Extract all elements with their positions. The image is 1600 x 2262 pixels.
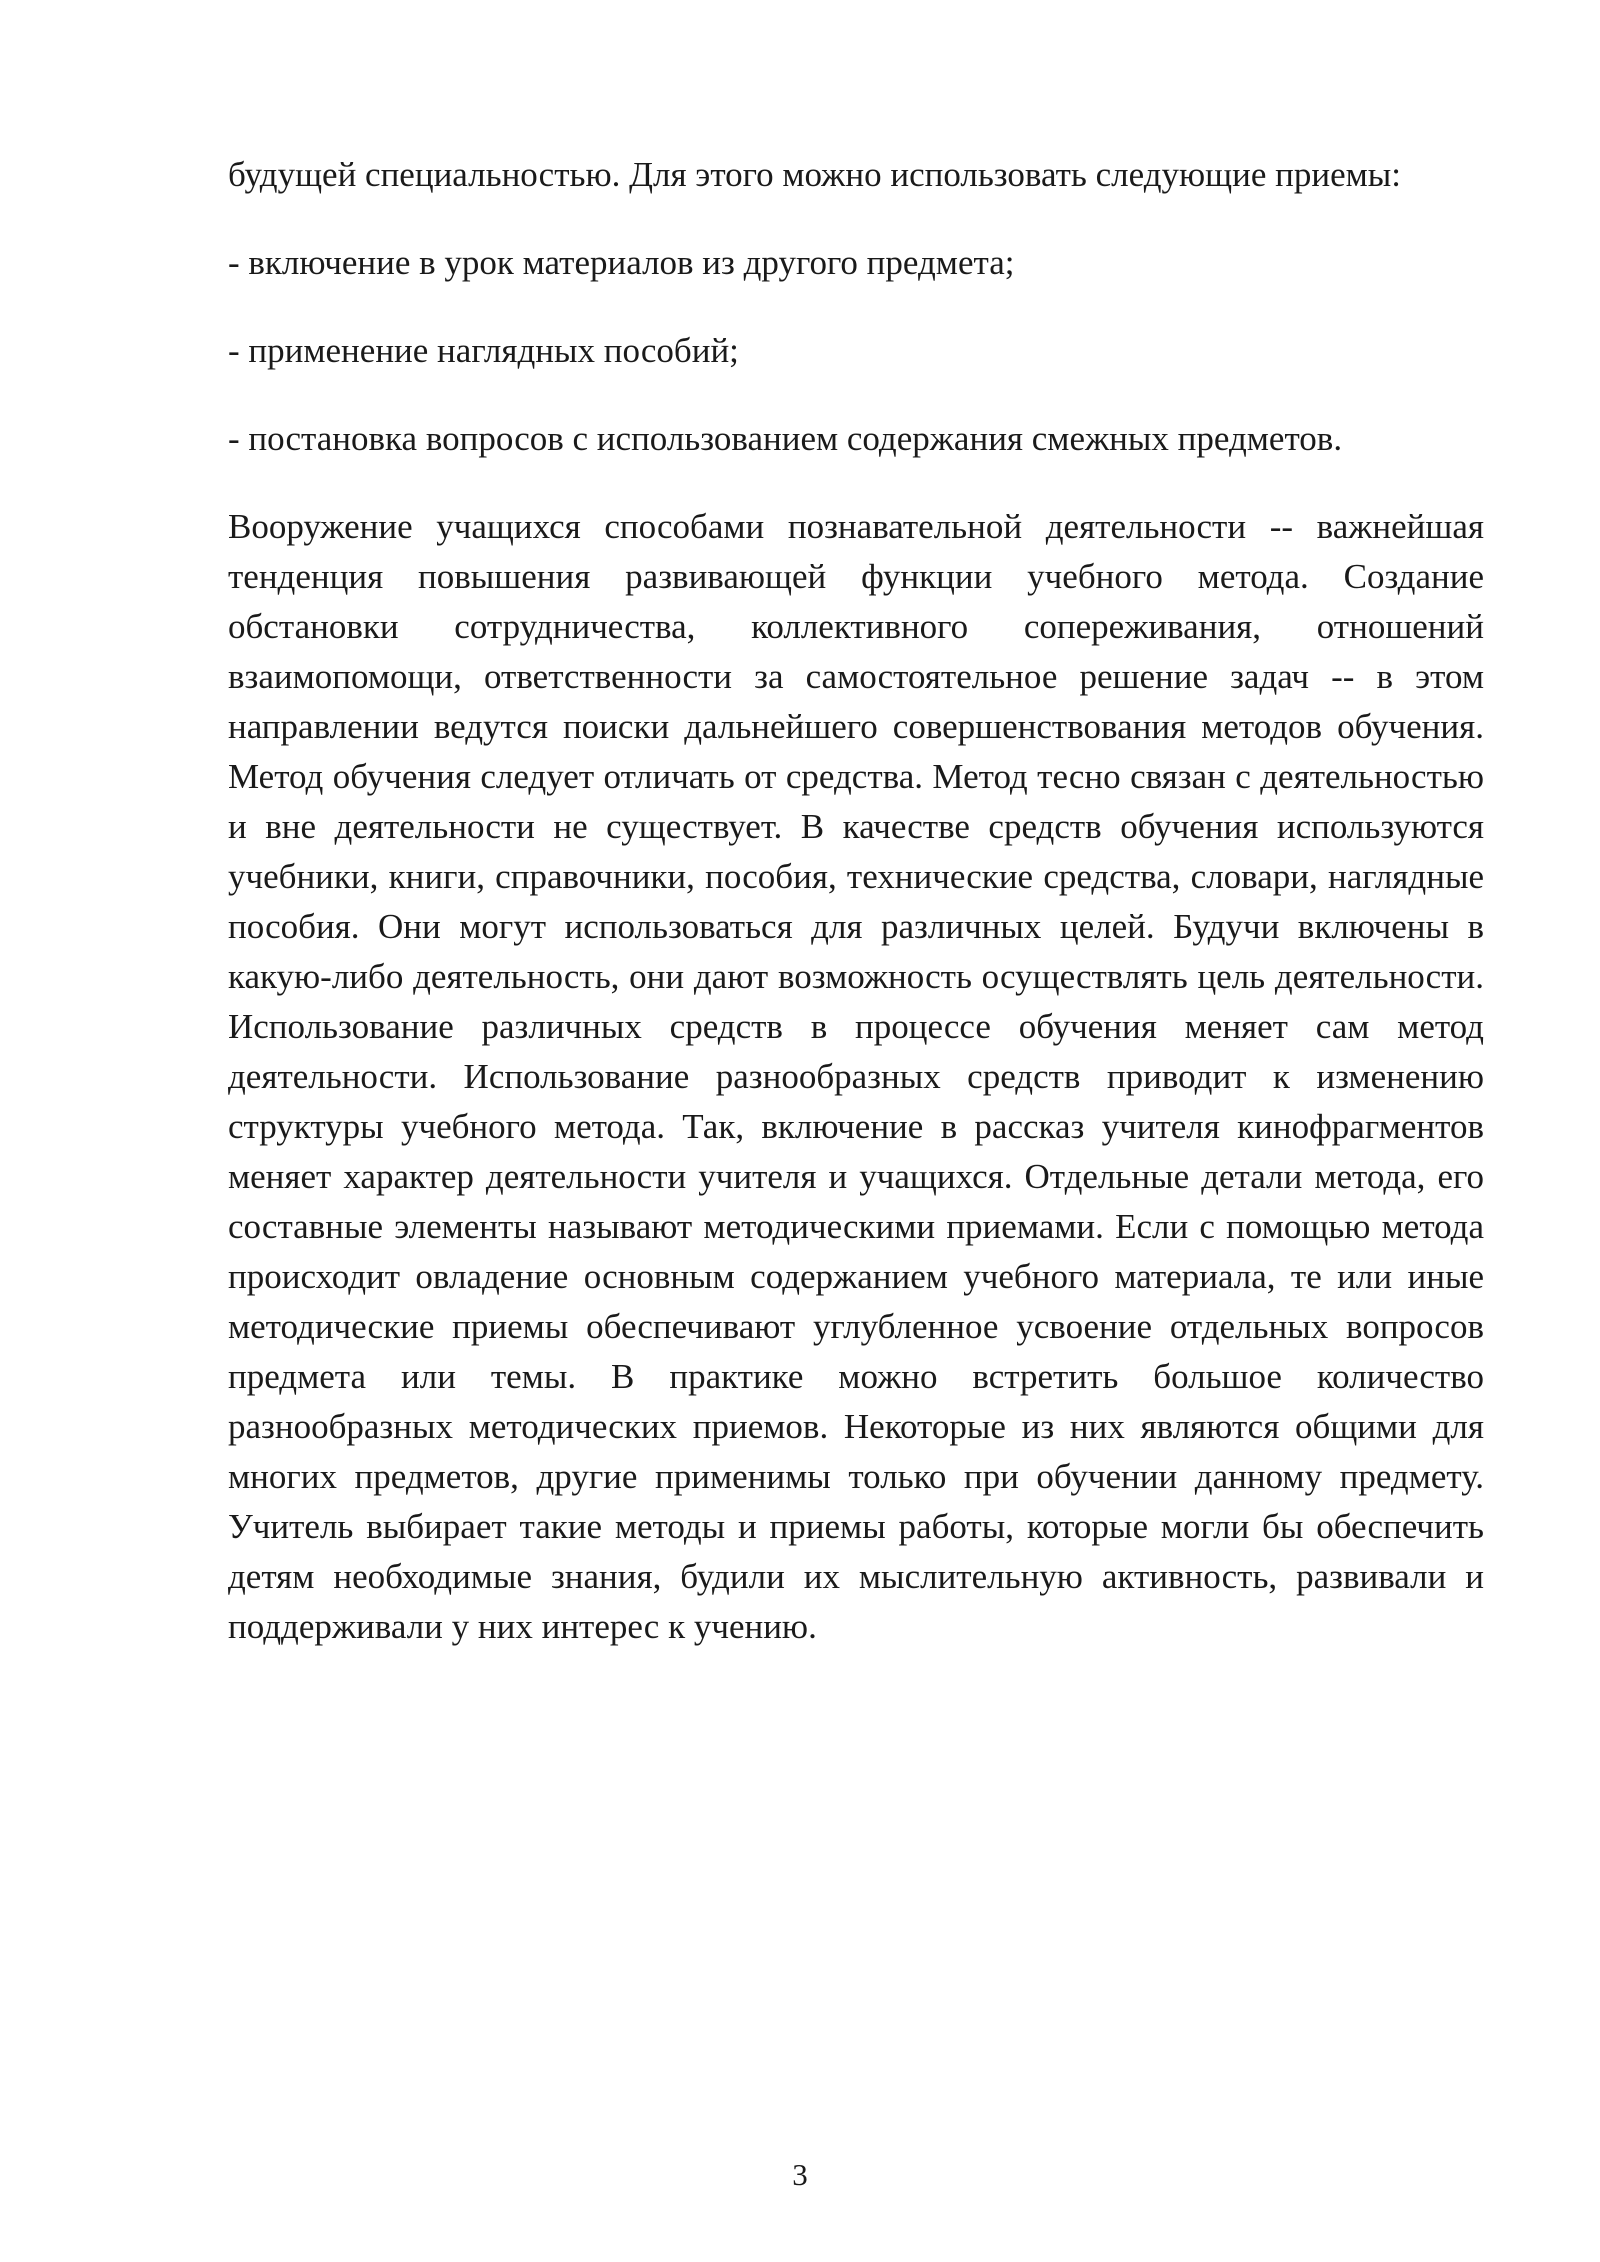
body-paragraph: Вооружение учащихся способами познавательной деятельности -- важнейшая тенденция повышения развивающей функции учебного метода. Создание обстановки сотрудничества, коллективного сопереживания, отношений взаимопомощи, ответственности за самостоятельное решение задач -- в этом направлении ведутся поиски дальнейшего совершенствования методов обучения. Метод обучения следует отличать от средства. Метод тесно связан с деятельностью и вне деятельности не существует. В качестве средств обучения используются учебники, книги, справочники, пособия, технические средства, словари, наглядные пособия. Они могут использоваться для различных целей. Будучи включены в какую-либо деятельность, они дают возможность осуществлять цель деятельности. Использование различных средств в процессе обучения меняет сам метод деятельности. Использование разнообразных средств приводит к изменению структуры учебного метода. Так, включение в рассказ учителя кинофрагментов меняет характер деятельности учителя и учащихся. Отдельные детали метода, его составные элементы называют методическими приемами. Если с помощью метода происходит овладение основным содержанием учебного материала, те или иные методические приемы обеспечивают углубленное усвоение отдельных вопросов предмета или темы. В практике можно встретить большое количество разнообразных методических приемов. Некоторые из них являются общими для многих предметов, другие применимы только при обучении данному предмету. Учитель выбирает такие методы и приемы работы, которые могли бы обеспечить детям необходимые знания, будили их мыслительную активность, развивали и поддерживали у них интерес к учению.	[228, 507, 1484, 1646]
list-item: - применение наглядных пособий;	[228, 331, 739, 370]
list-item: - постановка вопросов с использованием содержания смежных предметов.	[228, 419, 1343, 458]
list-item: - включение в урок материалов из другого предмета;	[228, 243, 1015, 282]
intro-paragraph: будущей специальностью. Для этого можно использовать следующие приемы:	[228, 155, 1401, 194]
page-body	[228, 150, 1484, 1652]
page-number: 3	[792, 2157, 808, 2192]
